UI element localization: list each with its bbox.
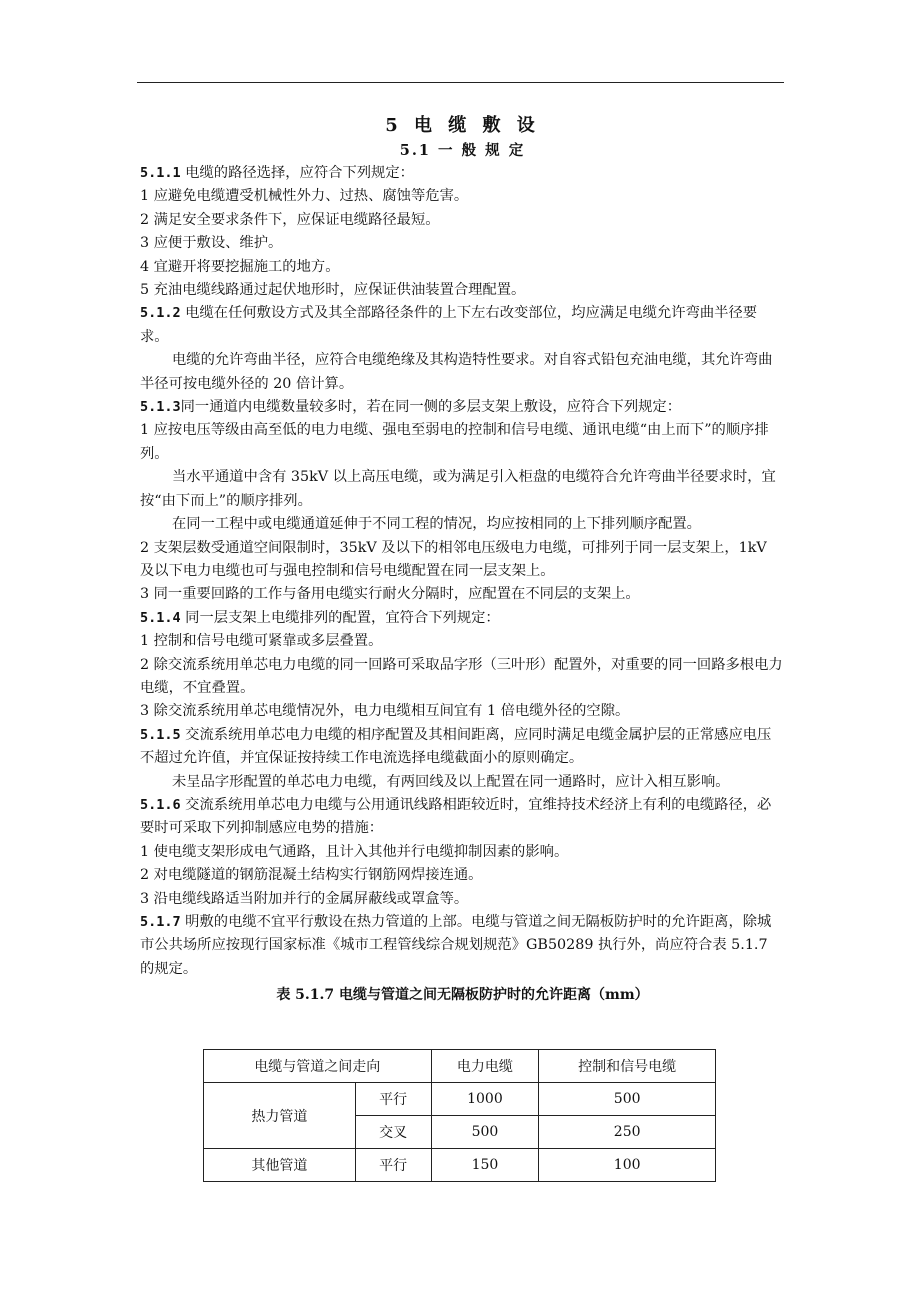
header-cell: 电力电缆 — [431, 1050, 539, 1083]
list-item: 1 应按电压等级由高至低的电力电缆、强电至弱电的控制和信号电缆、通讯电缆“由上而下”的顺序排列。 — [140, 422, 769, 462]
control-cable-cell: 500 — [539, 1083, 716, 1116]
list-item: 5 充油电缆线路通过起伏地形时，应保证供油装置合理配置。 — [140, 282, 526, 299]
direction-cell: 平行 — [355, 1083, 431, 1116]
power-cable-cell: 150 — [431, 1149, 539, 1182]
table-row — [204, 1149, 716, 1182]
direction-cell: 交叉 — [355, 1116, 431, 1149]
clause-number: 5.1.7 — [140, 914, 181, 930]
power-cable-cell: 1000 — [431, 1083, 539, 1116]
control-cable-cell: 100 — [539, 1149, 716, 1182]
document-body — [140, 112, 785, 1008]
header-rule — [137, 82, 784, 83]
list-item: 3 应便于敷设、维护。 — [140, 235, 283, 252]
paragraph: 当水平通道中含有 35kV 以上高压电缆，或为满足引入柜盘的电缆符合允许弯曲半径要求时，宜按“由下而上”的顺序排列。 — [140, 469, 776, 509]
paragraph: 在同一工程中或电缆通道延伸于不同工程的情况，均应按相同的上下排列顺序配置。 — [172, 516, 701, 533]
header-cell: 电缆与管道之间走向 — [204, 1050, 432, 1083]
clause-number: 5.1.6 — [140, 796, 181, 813]
clause-text: 交流系统用单芯电力电缆的相序配置及其相间距离，应同时满足电缆金属护层的正常感应电压不超过允许值，并宜保证按持续工作电流选择电缆截面小的原则确定。 — [140, 726, 772, 767]
list-item: 2 满足安全要求条件下，应保证电缆路径最短。 — [140, 211, 440, 228]
clause-5-1-2 — [140, 302, 785, 349]
clause-text: 同一通道内电缆数量较多时，若在同一侧的多层支架上敷设，应符合下列规定： — [180, 399, 682, 416]
list-item: 3 沿电缆线路适当附加并行的金属屏蔽线或罩盒等。 — [140, 890, 469, 907]
clause-number: 5.1.2 — [140, 305, 181, 322]
clause-5-1-4 — [140, 607, 785, 630]
clause-text: 交流系统用单芯电力电缆与公用通讯线路相距较近时，宜维持技术经济上有利的电缆路径，必要时可采取下列抑制感应电势的措施： — [140, 796, 772, 837]
list-item: 2 除交流系统用单芯电力电缆的同一回路可采取品字形（三叶形）配置外，对重要的同一回路多根电力电缆，不宜叠置。 — [140, 656, 783, 696]
clause-number: 5.1.3 — [140, 399, 181, 416]
clause-text: 同一层支架上电缆排列的配置，宜符合下列规定： — [180, 609, 500, 626]
list-item: 1 应避免电缆遭受机械性外力、过热、腐蚀等危害。 — [140, 188, 469, 205]
list-item: 2 支架层数受通道空间限制时，35kV 及以下的相邻电压级电力电缆，可排列于同一层支架上，1kV 及以下电力电缆也可与强电控制和信号电缆配置在同一层支架上。 — [140, 539, 767, 579]
list-item: 1 控制和信号电缆可紧靠或多层叠置。 — [140, 633, 383, 650]
control-cable-cell: 250 — [539, 1116, 716, 1149]
group-cell: 热力管道 — [204, 1083, 356, 1149]
clause-text: 电缆在任何敷设方式及其全部路径条件的上下左右改变部位，均应满足电缆允许弯曲半径要求。 — [140, 305, 758, 345]
clause-number: 5.1.5 — [140, 726, 181, 743]
direction-cell: 平行 — [355, 1149, 431, 1182]
group-cell: 其他管道 — [204, 1149, 356, 1182]
power-cable-cell: 500 — [431, 1116, 539, 1149]
list-item: 3 除交流系统用单芯电缆情况外，电力电缆相互间宜有 1 倍电缆外径的空隙。 — [140, 703, 630, 720]
list-item: 3 同一重要回路的工作与备用电缆实行耐火分隔时，应配置在不同层的支架上。 — [140, 586, 640, 603]
header-cell: 控制和信号电缆 — [539, 1050, 716, 1083]
table-header-row — [204, 1050, 716, 1083]
list-item: 2 对电缆隧道的钢筋混凝土结构实行钢筋网焊接连通。 — [140, 867, 483, 884]
clause-number: 5.1.4 — [140, 609, 181, 626]
clause-number: 5.1.1 — [140, 165, 181, 181]
clause-text: 电缆的路径选择，应符合下列规定： — [180, 165, 414, 181]
clause-5-1-7 — [140, 911, 785, 981]
clause-text: 明敷的电缆不宜平行敷设在热力管道的上部。电缆与管道之间无隔板防护时的允许距离，除城市公共场所应按现行国家标准《城市工程管线综合规划规范》GB50289 执行外，尚应符合表 5.1.7 的规定。 — [140, 914, 772, 977]
clause-5-1-1 — [140, 162, 785, 185]
paragraph: 电缆的允许弯曲半径，应符合电缆绝缘及其构造特性要求。对自容式铅包充油电缆，其允许弯曲半径可按电缆外径的 20 倍计算。 — [140, 352, 773, 392]
clause-5-1-5 — [140, 724, 785, 771]
paragraph: 未呈品字形配置的单芯电力电缆，有两回线及以上配置在同一通路时，应计入相互影响。 — [172, 773, 730, 790]
table-row — [204, 1083, 716, 1116]
distance-table — [203, 1049, 716, 1182]
section-subtitle: 5.1 一 般 规 定 — [399, 142, 526, 159]
section-title: 5 电 缆 敷 设 — [385, 115, 540, 136]
table-title: 表 5.1.7 电缆与管道之间无隔板防护时的允许距离（mm） — [276, 987, 649, 1004]
list-item: 4 宜避开将要挖掘施工的地方。 — [140, 258, 340, 275]
clause-5-1-3 — [140, 396, 785, 419]
clause-5-1-6 — [140, 794, 785, 841]
list-item: 1 使电缆支架形成电气通路，且计入其他并行电缆抑制因素的影响。 — [140, 843, 569, 860]
